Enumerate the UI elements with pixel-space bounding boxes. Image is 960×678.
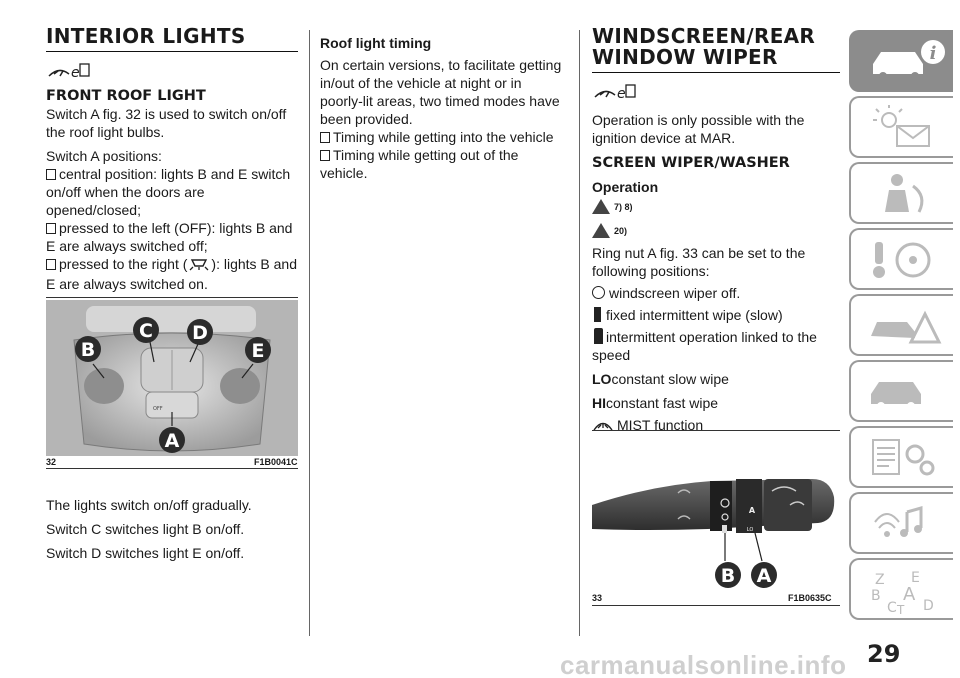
label-d <box>187 319 213 345</box>
label-c <box>133 317 159 343</box>
section-title: INTERIOR LIGHTS <box>46 26 298 52</box>
list-item: HIconstant fast wipe <box>592 395 719 411</box>
svg-text:A: A <box>748 506 756 515</box>
svg-text:A: A <box>164 430 180 452</box>
svg-text:D: D <box>192 322 208 344</box>
list-item: central position: lights B and E switch on/off when the doors are opened/closed; <box>46 166 291 218</box>
warning-lights-icon <box>867 104 947 154</box>
watermark: carmanualsonline.info <box>560 650 847 678</box>
label-e <box>245 337 271 363</box>
svg-text:B: B <box>720 565 736 587</box>
tab-emergency[interactable] <box>849 294 953 356</box>
tab-maintenance[interactable] <box>849 360 953 422</box>
subsection-title: FRONT ROOF LIGHT <box>46 88 206 104</box>
figure-number: 33 <box>592 593 603 603</box>
figure-32 <box>46 297 298 469</box>
reference-line: 20) <box>592 222 840 240</box>
column-roof-light-timing <box>320 34 568 182</box>
svg-text:B: B <box>871 588 881 604</box>
svg-text:C: C <box>139 320 153 342</box>
safety-icon <box>867 170 947 220</box>
off-circle-icon <box>592 286 605 299</box>
technical-data-icon <box>867 434 947 484</box>
list-item: LOconstant slow wipe <box>592 371 729 387</box>
wiper-stalk-illustration <box>592 435 840 595</box>
version-icon <box>592 81 840 103</box>
column-divider <box>309 30 310 636</box>
bullet-box-icon <box>320 150 330 161</box>
list-item: MIST function <box>592 416 840 436</box>
bullet-box-icon <box>46 259 56 270</box>
list-item: fixed intermittent wipe (slow) <box>592 306 840 324</box>
bullet-box-icon <box>320 132 330 143</box>
multimedia-icon <box>867 500 947 550</box>
svg-text:C: C <box>887 600 897 616</box>
chapter-sidebar <box>849 30 953 624</box>
column-interior-lights <box>46 26 298 293</box>
tab-index[interactable] <box>849 558 953 620</box>
paragraph: Switch C switches light B on/off. <box>46 521 245 537</box>
svg-text:B: B <box>80 339 96 361</box>
starting-driving-icon <box>867 236 947 286</box>
info-car-icon <box>867 38 947 88</box>
svg-text:e: e <box>71 65 80 81</box>
version-icon <box>46 60 298 82</box>
list-item: Timing while getting into the vehicle <box>320 128 568 146</box>
paragraph: Ring nut A fig. 33 can be set to the following positions: <box>592 245 806 279</box>
tab-safety[interactable] <box>849 162 953 224</box>
index-icon <box>867 566 947 616</box>
list-item: pressed to the left (OFF): lights B and E are always switched off; <box>46 220 293 254</box>
emergency-icon <box>867 302 947 352</box>
paragraph: Switch A fig. 32 is used to switch on/off the roof light bulbs. <box>46 106 287 140</box>
label-a <box>159 427 185 453</box>
column-divider <box>579 30 580 636</box>
label-b <box>75 336 101 362</box>
list-item: Timing while getting out of the vehicle. <box>320 147 519 181</box>
label-b <box>715 562 741 588</box>
tab-starting-driving[interactable] <box>849 228 953 290</box>
list-item: intermittent operation linked to the speed <box>592 329 817 363</box>
svg-text:A: A <box>903 584 916 605</box>
tab-warning-lights[interactable] <box>849 96 953 158</box>
figure-code: F1B0041C <box>254 457 298 467</box>
lamp-on-icon <box>187 257 211 275</box>
list-item: windscreen wiper off. <box>592 284 840 302</box>
list-item: pressed to the right ( ): lights B and E are always switched on. <box>46 256 298 292</box>
tab-technical-data[interactable] <box>849 426 953 488</box>
figure-33 <box>592 430 840 606</box>
svg-text:Z: Z <box>875 572 885 588</box>
label-a <box>751 562 777 588</box>
caution-icon <box>592 223 610 238</box>
svg-text:E: E <box>911 570 920 586</box>
paragraph: Switch A positions: <box>46 148 162 164</box>
paragraph: Operation is only possible with the ignition device at MAR. <box>592 112 805 146</box>
page-number: 29 <box>867 640 901 668</box>
subsection-title: SCREEN WIPER/WASHER <box>592 155 790 171</box>
column-interior-lights-lower <box>46 496 298 562</box>
tab-knowing-your-car[interactable] <box>849 30 953 92</box>
svg-text:A: A <box>756 565 772 587</box>
svg-text:E: E <box>251 340 265 362</box>
column-wiper <box>592 26 840 436</box>
paragraph: Switch D switches light E on/off. <box>46 545 245 561</box>
section-title: WINDSCREEN/REAR WINDOW WIPER <box>592 26 840 73</box>
warning-icon <box>592 199 610 214</box>
tab-multimedia[interactable] <box>849 492 953 554</box>
heading: Operation <box>592 179 659 195</box>
bullet-box-icon <box>46 169 56 180</box>
paragraph: The lights switch on/off gradually. <box>46 497 252 513</box>
svg-text:LO: LO <box>746 527 754 533</box>
svg-text:e: e <box>617 86 626 102</box>
figure-number: 32 <box>46 457 57 467</box>
figure-code: F1B0635C <box>788 593 832 603</box>
fixed-intermittent-icon <box>594 307 601 322</box>
svg-text:i: i <box>929 43 937 64</box>
svg-text:D: D <box>923 598 934 614</box>
paragraph: On certain versions, to facilitate getting in/out of the vehicle at night or in poorly-lit areas, two timed modes have been provided. <box>320 57 562 127</box>
speed-intermittent-icon <box>594 328 603 344</box>
heading: Roof light timing <box>320 35 432 51</box>
bullet-box-icon <box>46 223 56 234</box>
svg-text:OFF: OFF <box>153 406 163 412</box>
svg-text:T: T <box>897 603 905 616</box>
reference-line: 7) 8) <box>592 198 840 216</box>
maintenance-car-icon <box>867 368 947 418</box>
